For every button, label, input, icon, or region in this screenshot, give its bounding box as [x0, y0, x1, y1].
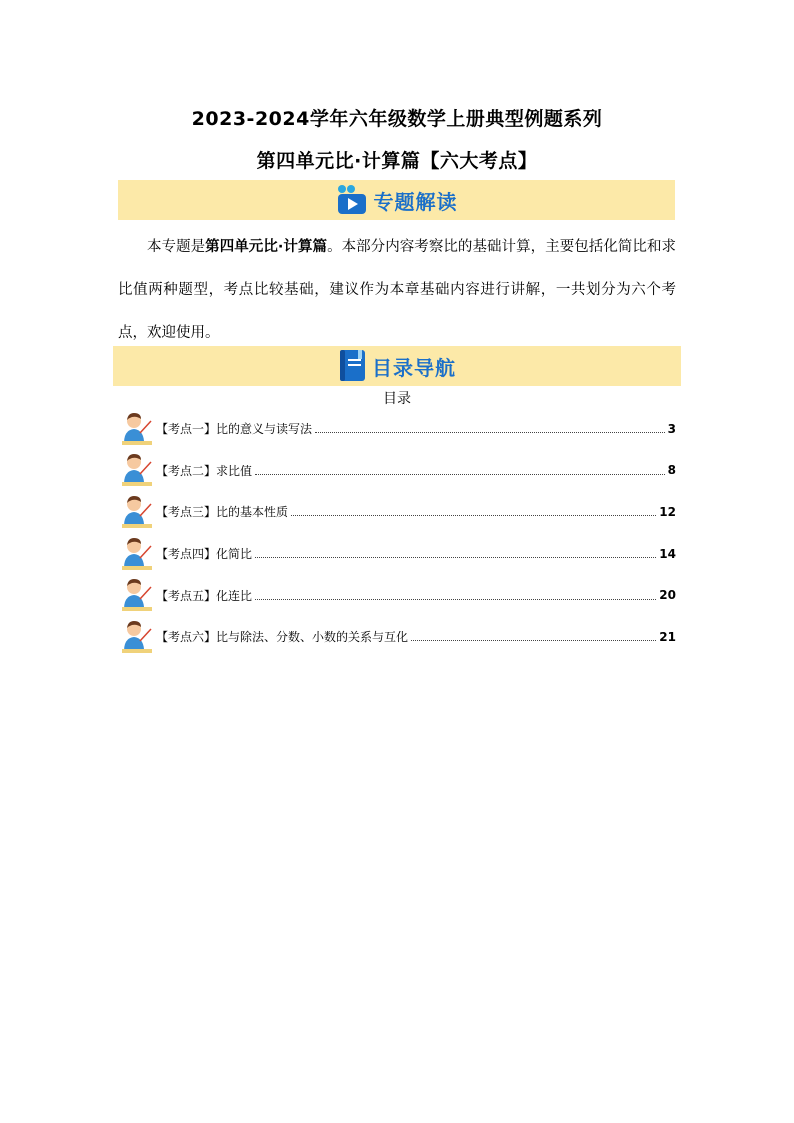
teacher-icon: [120, 411, 154, 447]
intro-paragraph: [118, 226, 676, 355]
video-play-icon: [336, 184, 370, 216]
teacher-icon: [120, 494, 154, 530]
toc-item[interactable]: [120, 408, 676, 450]
toc-leader: [255, 599, 656, 600]
section-banner-intro: [118, 180, 675, 220]
teacher-icon: [120, 536, 154, 572]
toc-leader: [411, 640, 656, 641]
toc-item-label: 【考点四】化简比: [156, 547, 253, 562]
toc-item[interactable]: [120, 491, 676, 533]
book-icon: [338, 349, 368, 383]
toc-heading: 目录: [383, 391, 411, 407]
toc-leader: [291, 515, 656, 516]
toc-item[interactable]: [120, 574, 676, 616]
table-of-contents: [120, 408, 676, 658]
toc-item-page: 20: [659, 588, 676, 603]
toc-item-page: 12: [659, 504, 676, 519]
toc-leader: [255, 557, 656, 558]
toc-item[interactable]: [120, 533, 676, 575]
teacher-icon: [120, 577, 154, 613]
toc-item-page: 8: [667, 463, 676, 478]
toc-item[interactable]: [120, 616, 676, 658]
toc-item[interactable]: [120, 450, 676, 492]
toc-item-page: 21: [659, 629, 676, 644]
document-title: 2023-2024学年六年级数学上册典型例题系列: [191, 108, 603, 130]
section-title-intro: 专题解读: [373, 189, 458, 214]
toc-item-label: 【考点五】化连比: [156, 588, 253, 603]
document-subtitle: 第四单元比·计算篇【六大考点】: [256, 150, 538, 172]
intro-rest: 。本部分内容考察比的基础计算，主要包括化简比和求比值两种题型，考点比较基础，建议作为本章基础内容进行讲解，一共划分为六个考点，欢迎使用。: [118, 239, 677, 341]
toc-item-label: 【考点一】比的意义与读写法: [156, 422, 313, 437]
toc-item-label: 【考点六】比与除法、分数、小数的关系与互化: [156, 630, 409, 645]
teacher-icon: [120, 452, 154, 488]
toc-item-label: 【考点三】比的基本性质: [156, 505, 289, 520]
section-banner-toc: [113, 346, 681, 386]
toc-item-label: 【考点二】求比值: [156, 463, 253, 478]
intro-lead: 本专题是: [147, 239, 206, 255]
toc-leader: [255, 474, 665, 475]
teacher-icon: [120, 619, 154, 655]
toc-item-page: 3: [667, 421, 676, 436]
intro-bold: 第四单元比·计算篇: [205, 239, 328, 255]
toc-item-page: 14: [659, 546, 676, 561]
toc-leader: [315, 432, 665, 433]
section-title-toc: 目录导航: [372, 355, 456, 380]
